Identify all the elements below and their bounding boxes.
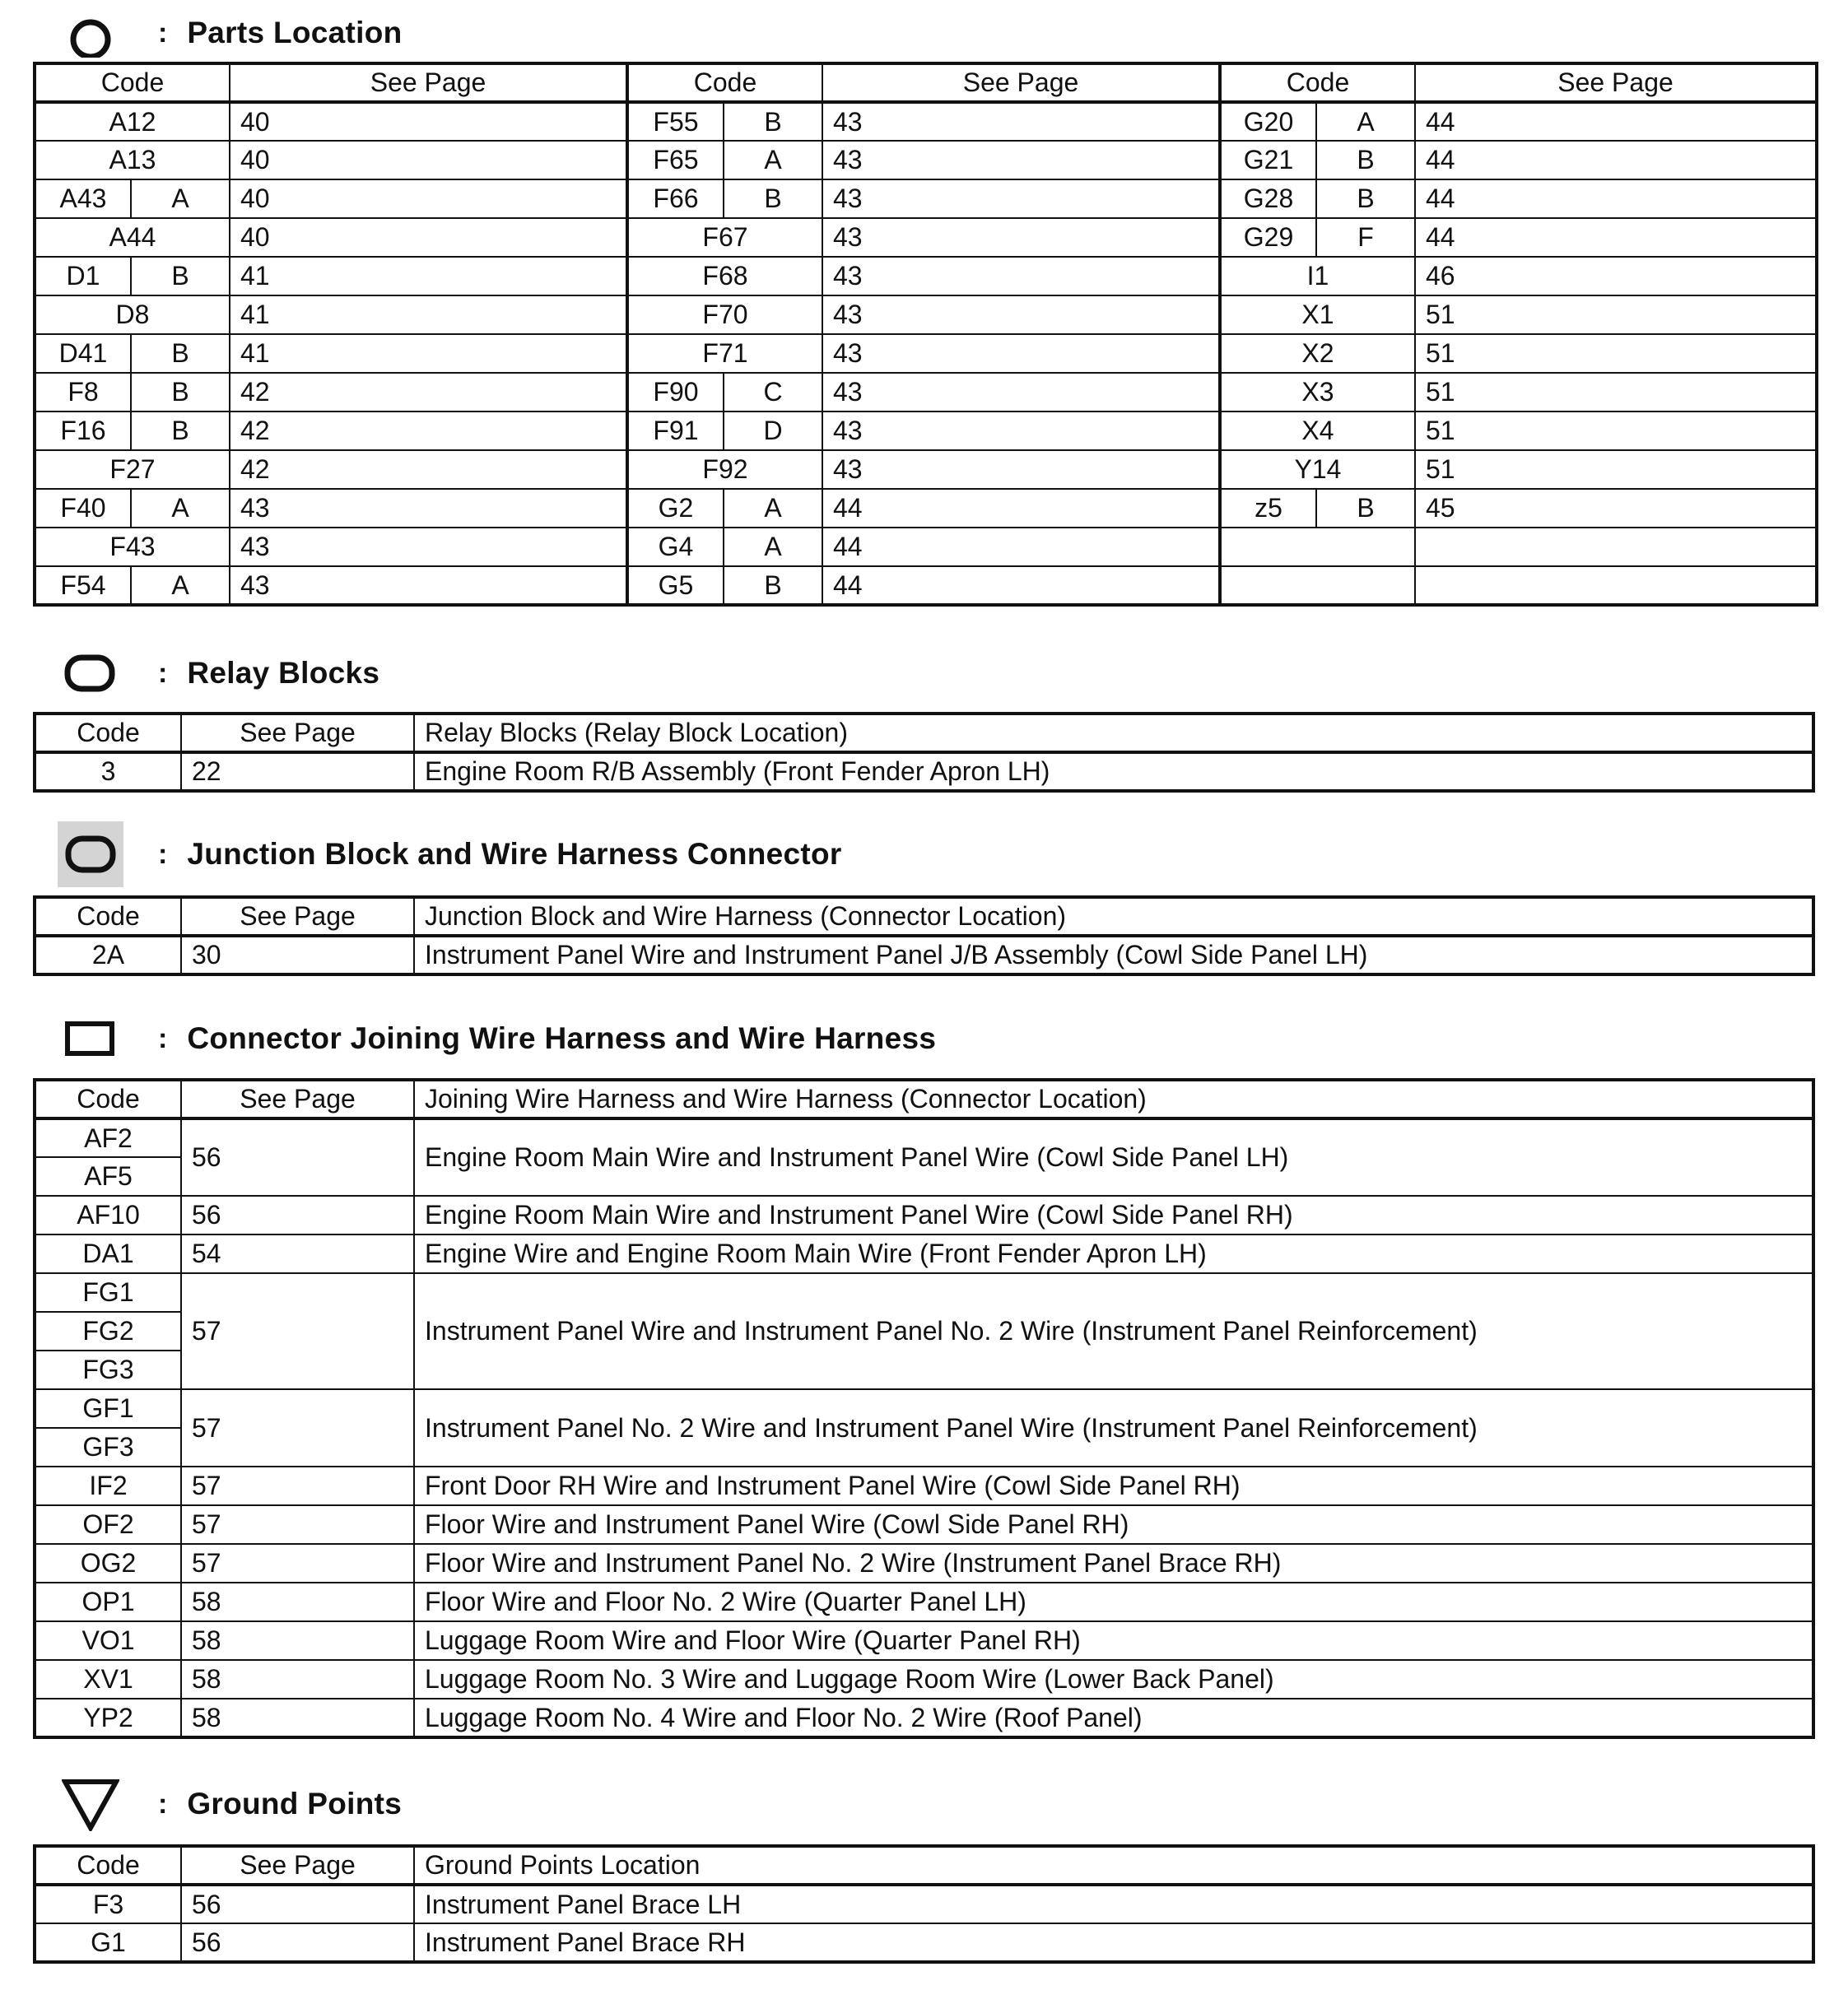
- table-row: [35, 334, 1817, 373]
- page-cell: 44: [822, 528, 1220, 566]
- junction-block-header: [58, 821, 842, 887]
- location-cell: Engine Room Main Wire and Instrument Panel Wire (Cowl Side Panel RH): [414, 1196, 1813, 1234]
- ground-points-header: [58, 1771, 402, 1837]
- code-cell: A12: [35, 102, 230, 141]
- code-cell: D8: [35, 295, 230, 334]
- relay-blocks-header: [58, 640, 379, 706]
- table-row: [35, 1660, 1813, 1699]
- table-row: [35, 1885, 1813, 1923]
- page-cell: 51: [1415, 450, 1817, 489]
- see-page-header: See Page: [822, 63, 1220, 102]
- page-cell: 51: [1415, 411, 1817, 450]
- table-row: [35, 1196, 1813, 1234]
- table-row: [35, 411, 1817, 450]
- section-colon: :: [158, 657, 168, 689]
- junction-block-table: [33, 895, 1815, 976]
- code-cell: DA1: [35, 1234, 181, 1273]
- code-cell: OF2: [35, 1505, 181, 1544]
- location-header: Joining Wire Harness and Wire Harness (Connector Location): [414, 1080, 1813, 1118]
- ground-points-table: [33, 1844, 1815, 1964]
- code-cell: F66: [627, 179, 724, 218]
- code-cell: X4: [1220, 411, 1415, 450]
- code-cell: G21: [1220, 141, 1316, 179]
- see-page-header: See Page: [1415, 63, 1817, 102]
- location-cell: Instrument Panel Brace RH: [414, 1923, 1813, 1962]
- code-cell: G1: [35, 1923, 181, 1962]
- code-cell: F68: [627, 257, 822, 295]
- page-cell: 41: [230, 257, 627, 295]
- code-cell: [1220, 566, 1415, 605]
- location-letter-cell: A: [131, 566, 230, 605]
- location-cell: Engine Wire and Engine Room Main Wire (Front Fender Apron LH): [414, 1234, 1813, 1273]
- location-cell: Instrument Panel Brace LH: [414, 1885, 1813, 1923]
- table-row: [35, 1544, 1813, 1583]
- location-cell: Floor Wire and Instrument Panel No. 2 Wire (Instrument Panel Brace RH): [414, 1544, 1813, 1583]
- location-cell: Luggage Room Wire and Floor Wire (Quarter Panel RH): [414, 1621, 1813, 1660]
- code-cell: FG3: [35, 1351, 181, 1389]
- page-cell: 51: [1415, 334, 1817, 373]
- code-cell: F92: [627, 450, 822, 489]
- code-cell: G2: [627, 489, 724, 528]
- page-cell: 43: [822, 295, 1220, 334]
- page-cell: 41: [230, 334, 627, 373]
- page-cell: 56: [181, 1118, 414, 1196]
- relay-header-row: [35, 714, 1813, 752]
- rectangle-icon: [58, 1006, 123, 1072]
- code-cell: F71: [627, 334, 822, 373]
- table-row: [35, 373, 1817, 411]
- table-row: [35, 1621, 1813, 1660]
- code-cell: F91: [627, 411, 724, 450]
- code-cell: G28: [1220, 179, 1316, 218]
- code-cell: G4: [627, 528, 724, 566]
- table-row: [35, 752, 1813, 791]
- section-title: Junction Block and Wire Harness Connector: [187, 837, 842, 871]
- page-cell: 43: [822, 257, 1220, 295]
- code-cell: F65: [627, 141, 724, 179]
- code-header: Code: [35, 1846, 181, 1885]
- code-cell: YP2: [35, 1699, 181, 1737]
- page-cell: 58: [181, 1583, 414, 1621]
- parts-location-header: [58, 0, 403, 66]
- page-cell: 44: [822, 489, 1220, 528]
- location-cell: Floor Wire and Instrument Panel Wire (Cowl Side Panel RH): [414, 1505, 1813, 1544]
- table-row: [35, 1505, 1813, 1544]
- table-row: [35, 179, 1817, 218]
- page-cell: 42: [230, 411, 627, 450]
- page-cell: 40: [230, 218, 627, 257]
- code-header: Code: [35, 63, 230, 102]
- location-cell: Engine Room R/B Assembly (Front Fender Apron LH): [414, 752, 1813, 791]
- page-cell: 43: [822, 102, 1220, 141]
- code-cell: F40: [35, 489, 131, 528]
- page-cell: [1415, 528, 1817, 566]
- location-letter-cell: A: [724, 489, 822, 528]
- location-letter-cell: A: [724, 141, 822, 179]
- code-cell: GF3: [35, 1428, 181, 1467]
- code-cell: AF10: [35, 1196, 181, 1234]
- code-cell: F55: [627, 102, 724, 141]
- table-row: [35, 141, 1817, 179]
- page-cell: 40: [230, 141, 627, 179]
- location-letter-cell: B: [1316, 179, 1415, 218]
- code-cell: X1: [1220, 295, 1415, 334]
- location-header: Ground Points Location: [414, 1846, 1813, 1885]
- see-page-header: See Page: [181, 1080, 414, 1118]
- location-cell: Instrument Panel Wire and Instrument Panel J/B Assembly (Cowl Side Panel LH): [414, 936, 1813, 974]
- location-header: Junction Block and Wire Harness (Connector Location): [414, 897, 1813, 936]
- down-triangle-icon: [58, 1771, 123, 1837]
- page-cell: 43: [230, 489, 627, 528]
- code-cell: F70: [627, 295, 822, 334]
- table-row: [35, 1118, 1813, 1157]
- page-cell: 57: [181, 1505, 414, 1544]
- table-row: [35, 102, 1817, 141]
- location-header: Relay Blocks (Relay Block Location): [414, 714, 1813, 752]
- code-cell: GF1: [35, 1389, 181, 1428]
- code-cell: AF2: [35, 1118, 181, 1157]
- page-cell: 58: [181, 1660, 414, 1699]
- location-cell: Front Door RH Wire and Instrument Panel Wire (Cowl Side Panel RH): [414, 1467, 1813, 1505]
- section-colon: :: [158, 1022, 168, 1054]
- table-row: [35, 218, 1817, 257]
- page-cell: 40: [230, 102, 627, 141]
- page-cell: 56: [181, 1923, 414, 1962]
- code-cell: G20: [1220, 102, 1316, 141]
- page-cell: 44: [1415, 218, 1817, 257]
- table-row: [35, 566, 1817, 605]
- location-letter-cell: B: [724, 566, 822, 605]
- page-cell: 58: [181, 1621, 414, 1660]
- code-cell: OP1: [35, 1583, 181, 1621]
- ground-header-row: [35, 1846, 1813, 1885]
- page-cell: 43: [822, 179, 1220, 218]
- page-cell: 51: [1415, 295, 1817, 334]
- location-letter-cell: B: [1316, 489, 1415, 528]
- page-cell: 42: [230, 450, 627, 489]
- code-cell: D1: [35, 257, 131, 295]
- code-cell: F67: [627, 218, 822, 257]
- table-row: [35, 489, 1817, 528]
- code-cell: FG2: [35, 1312, 181, 1351]
- location-letter-cell: F: [1316, 218, 1415, 257]
- code-cell: X2: [1220, 334, 1415, 373]
- page-cell: 30: [181, 936, 414, 974]
- code-cell: F54: [35, 566, 131, 605]
- page-cell: 43: [822, 450, 1220, 489]
- rounded-rect-icon: [58, 640, 123, 706]
- section-title: Connector Joining Wire Harness and Wire Harness: [187, 1021, 937, 1055]
- page-cell: 44: [1415, 102, 1817, 141]
- shaded-rounded-rect-icon: [58, 821, 123, 887]
- junction-header-row: [35, 897, 1813, 936]
- location-cell: Instrument Panel Wire and Instrument Panel No. 2 Wire (Instrument Panel Reinforcement): [414, 1273, 1813, 1389]
- location-letter-cell: A: [1316, 102, 1415, 141]
- location-letter-cell: D: [724, 411, 822, 450]
- code-cell: 3: [35, 752, 181, 791]
- code-cell: [1220, 528, 1415, 566]
- code-cell: OG2: [35, 1544, 181, 1583]
- page-cell: 41: [230, 295, 627, 334]
- location-letter-cell: B: [724, 102, 822, 141]
- code-cell: F43: [35, 528, 230, 566]
- code-cell: F8: [35, 373, 131, 411]
- code-cell: IF2: [35, 1467, 181, 1505]
- code-cell: z5: [1220, 489, 1316, 528]
- parts-header-row: [35, 63, 1817, 102]
- location-letter-cell: B: [131, 334, 230, 373]
- code-header: Code: [35, 1080, 181, 1118]
- page-cell: 43: [822, 411, 1220, 450]
- section-colon: :: [158, 16, 168, 49]
- location-cell: Floor Wire and Floor No. 2 Wire (Quarter Panel LH): [414, 1583, 1813, 1621]
- table-row: [35, 295, 1817, 334]
- page-cell: [1415, 566, 1817, 605]
- code-header: Code: [1220, 63, 1415, 102]
- section-colon: :: [158, 1788, 168, 1820]
- parts-location-table: [33, 62, 1818, 607]
- page-cell: 57: [181, 1544, 414, 1583]
- page-cell: 42: [230, 373, 627, 411]
- table-row: [35, 1389, 1813, 1428]
- code-header: Code: [35, 897, 181, 936]
- code-header: Code: [35, 714, 181, 752]
- page-cell: 22: [181, 752, 414, 791]
- page-cell: 44: [1415, 179, 1817, 218]
- see-page-header: See Page: [181, 714, 414, 752]
- page-cell: 43: [822, 334, 1220, 373]
- location-letter-cell: B: [1316, 141, 1415, 179]
- parts-table-body: [35, 102, 1817, 605]
- page-cell: 51: [1415, 373, 1817, 411]
- table-row: [35, 257, 1817, 295]
- code-cell: AF5: [35, 1157, 181, 1196]
- see-page-header: See Page: [230, 63, 627, 102]
- page-cell: 43: [230, 566, 627, 605]
- code-cell: X3: [1220, 373, 1415, 411]
- page-cell: 43: [230, 528, 627, 566]
- circle-icon: [58, 0, 123, 66]
- page-cell: 44: [822, 566, 1220, 605]
- code-cell: G5: [627, 566, 724, 605]
- location-letter-cell: B: [131, 373, 230, 411]
- page-cell: 44: [1415, 141, 1817, 179]
- section-colon: :: [158, 838, 168, 870]
- code-cell: XV1: [35, 1660, 181, 1699]
- connector-table-body: [35, 1118, 1813, 1737]
- page-cell: 46: [1415, 257, 1817, 295]
- location-cell: Luggage Room No. 3 Wire and Luggage Room Wire (Lower Back Panel): [414, 1660, 1813, 1699]
- table-row: [35, 1234, 1813, 1273]
- page-cell: 54: [181, 1234, 414, 1273]
- page-cell: 43: [822, 141, 1220, 179]
- code-cell: F90: [627, 373, 724, 411]
- code-cell: D41: [35, 334, 131, 373]
- location-letter-cell: B: [724, 179, 822, 218]
- table-row: [35, 1923, 1813, 1962]
- page-cell: 56: [181, 1885, 414, 1923]
- code-cell: G29: [1220, 218, 1316, 257]
- code-cell: 2A: [35, 936, 181, 974]
- location-letter-cell: B: [131, 411, 230, 450]
- location-letter-cell: A: [131, 489, 230, 528]
- connector-joining-header: [58, 1006, 936, 1072]
- page-cell: 57: [181, 1389, 414, 1467]
- table-row: [35, 1699, 1813, 1737]
- table-row: [35, 450, 1817, 489]
- table-row: [35, 1467, 1813, 1505]
- location-letter-cell: B: [131, 257, 230, 295]
- page-cell: 58: [181, 1699, 414, 1737]
- page-cell: 40: [230, 179, 627, 218]
- section-title: Relay Blocks: [187, 656, 380, 690]
- page-cell: 56: [181, 1196, 414, 1234]
- page-cell: 45: [1415, 489, 1817, 528]
- see-page-header: See Page: [181, 897, 414, 936]
- code-cell: F3: [35, 1885, 181, 1923]
- see-page-header: See Page: [181, 1846, 414, 1885]
- location-cell: Engine Room Main Wire and Instrument Panel Wire (Cowl Side Panel LH): [414, 1118, 1813, 1196]
- page-cell: 57: [181, 1467, 414, 1505]
- table-row: [35, 1583, 1813, 1621]
- code-cell: F16: [35, 411, 131, 450]
- connector-header-row: [35, 1080, 1813, 1118]
- code-cell: F27: [35, 450, 230, 489]
- location-cell: Instrument Panel No. 2 Wire and Instrument Panel Wire (Instrument Panel Reinforcement): [414, 1389, 1813, 1467]
- relay-blocks-table: [33, 712, 1815, 793]
- section-title: Ground Points: [187, 1787, 403, 1820]
- location-letter-cell: A: [724, 528, 822, 566]
- table-row: [35, 936, 1813, 974]
- table-row: [35, 1273, 1813, 1312]
- code-cell: A13: [35, 141, 230, 179]
- code-cell: FG1: [35, 1273, 181, 1312]
- code-cell: A44: [35, 218, 230, 257]
- location-letter-cell: A: [131, 179, 230, 218]
- code-cell: A43: [35, 179, 131, 218]
- table-row: [35, 528, 1817, 566]
- code-cell: I1: [1220, 257, 1415, 295]
- connector-joining-table: [33, 1078, 1815, 1739]
- code-cell: VO1: [35, 1621, 181, 1660]
- page-cell: 43: [822, 218, 1220, 257]
- page-cell: 43: [822, 373, 1220, 411]
- code-cell: Y14: [1220, 450, 1415, 489]
- section-title: Parts Location: [187, 16, 403, 49]
- code-header: Code: [627, 63, 822, 102]
- location-cell: Luggage Room No. 4 Wire and Floor No. 2 Wire (Roof Panel): [414, 1699, 1813, 1737]
- location-letter-cell: C: [724, 373, 822, 411]
- page-cell: 57: [181, 1273, 414, 1389]
